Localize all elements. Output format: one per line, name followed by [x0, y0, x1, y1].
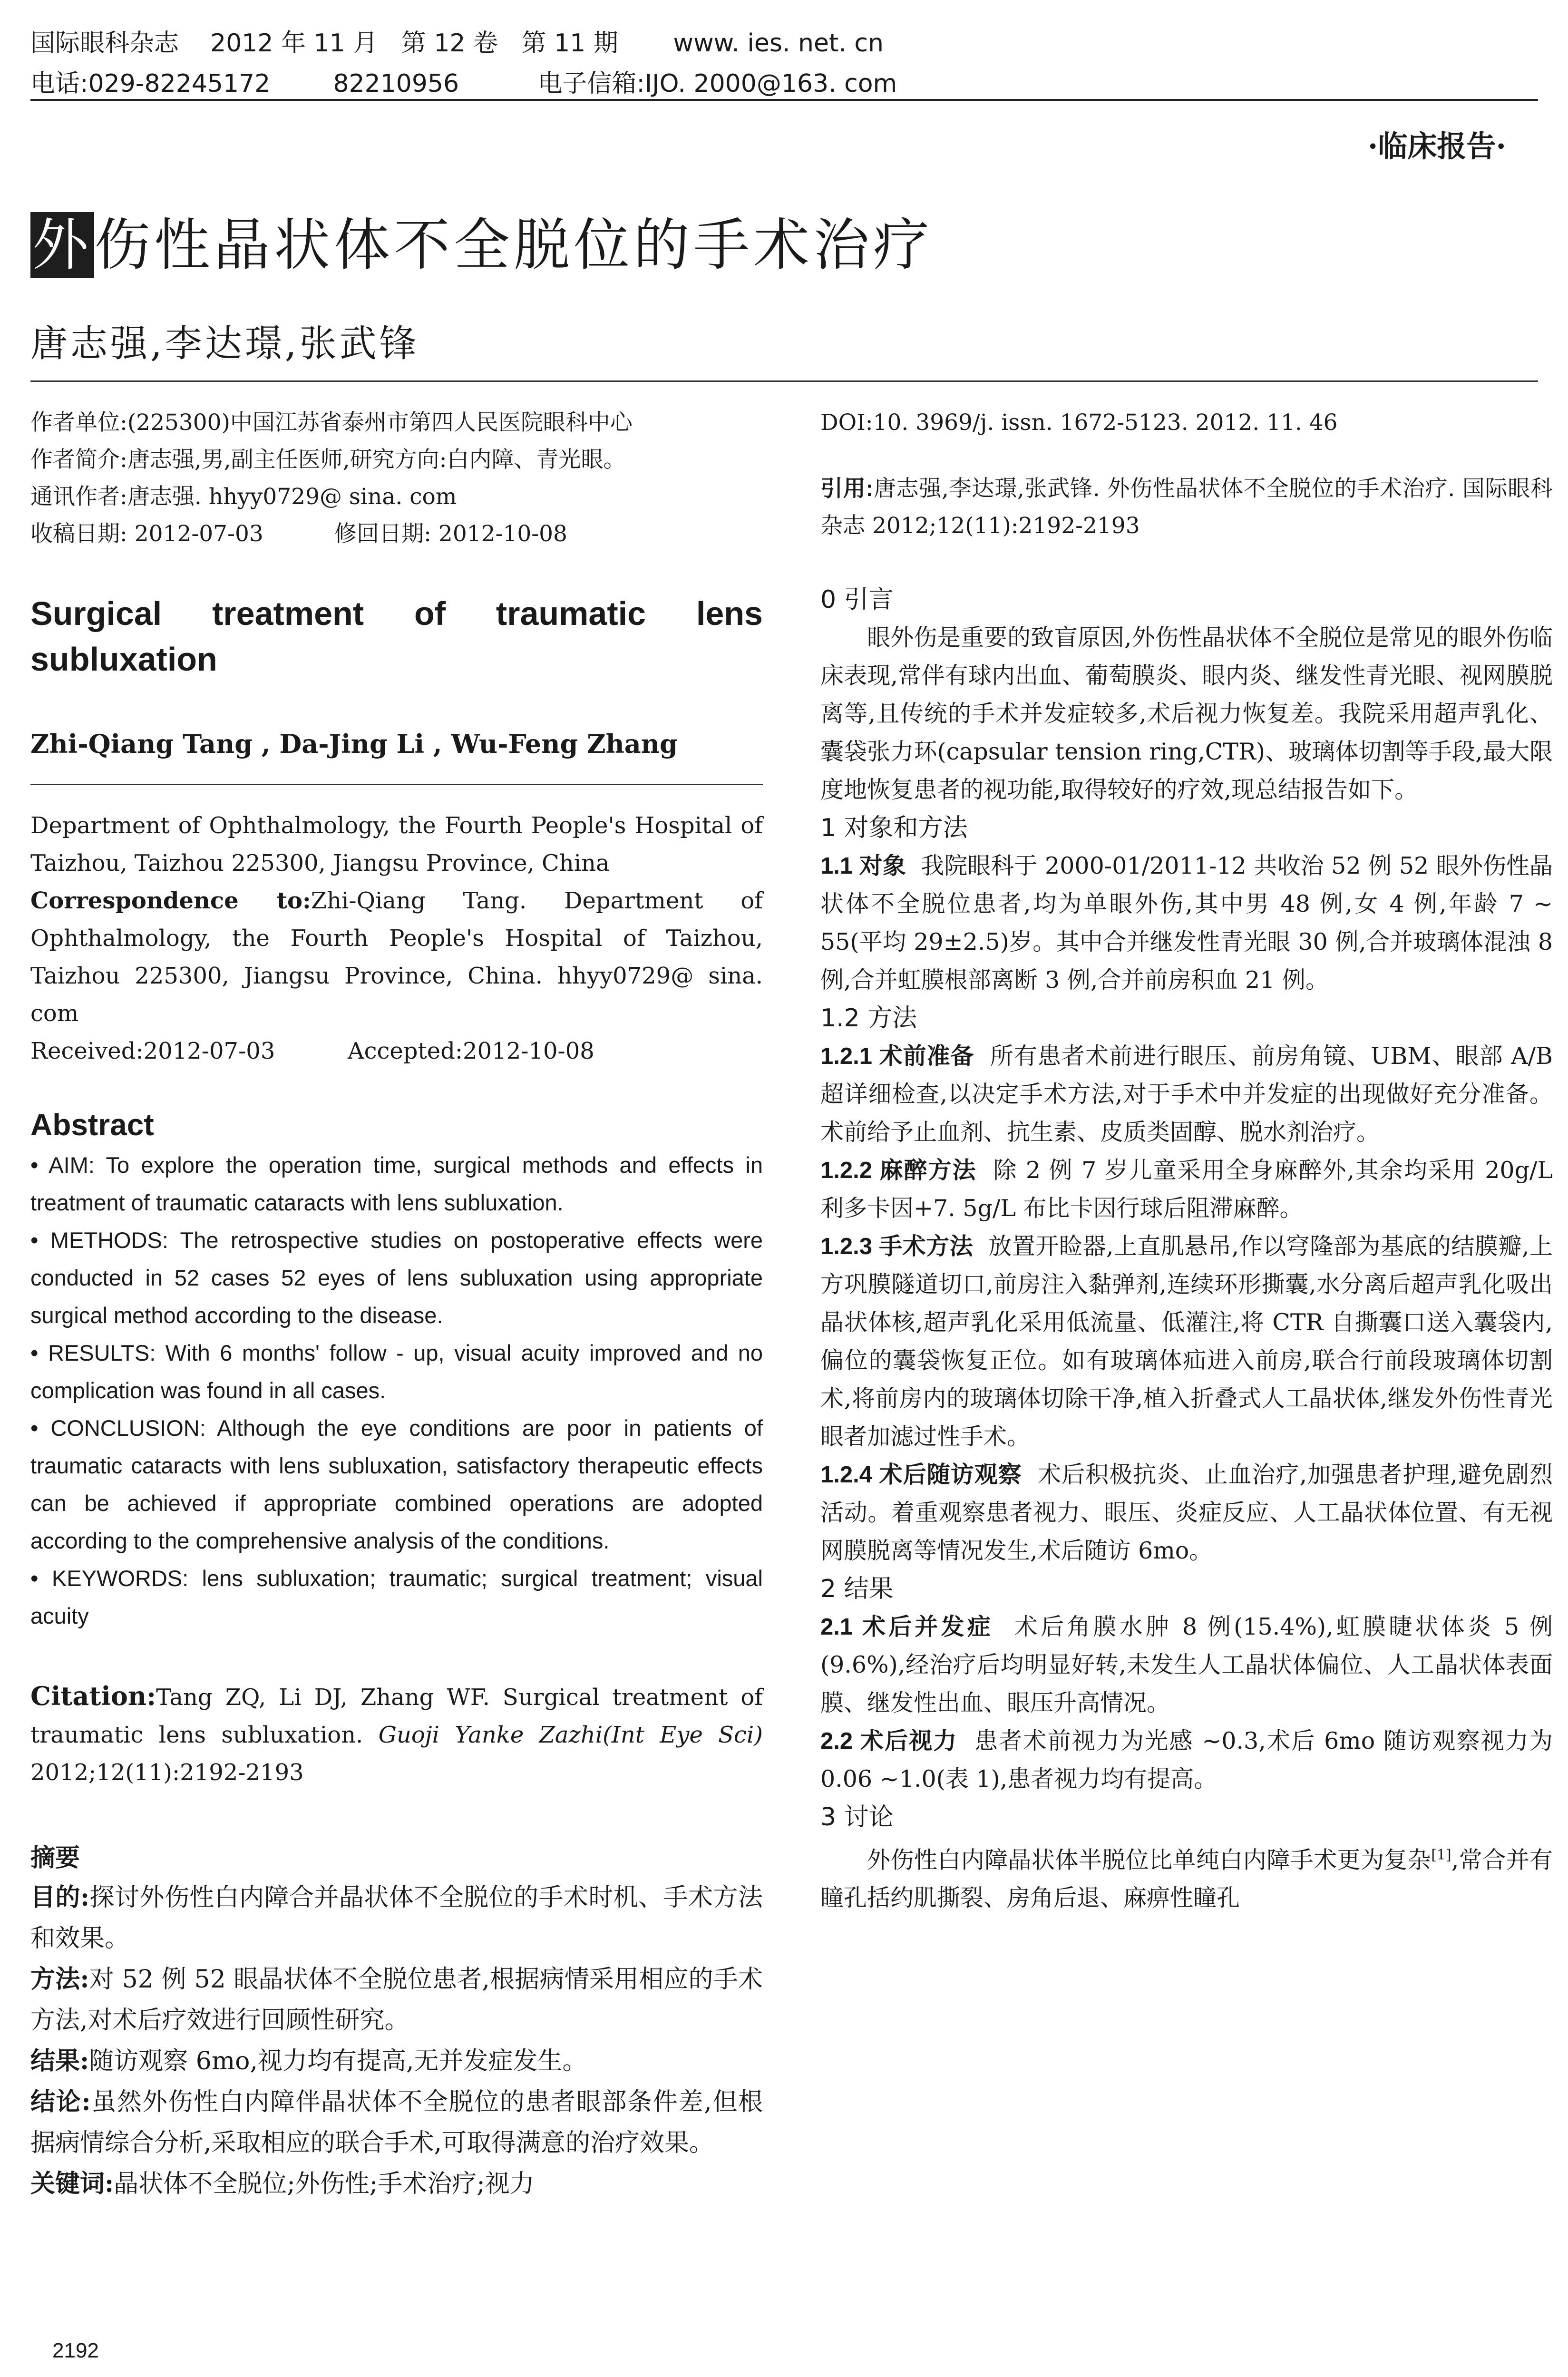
section-1-2-4-label: 1.2.4 术后随访观察	[820, 1462, 1022, 1488]
section-2-2-label: 2.2 术后视力	[820, 1728, 958, 1754]
author-bio-cn: 作者简介:唐志强,男,副主任医师,研究方向:白内障、青光眼。	[30, 447, 626, 473]
abstract-cn-aim-text: 探讨外伤性白内障合并晶状体不全脱位的手术时机、手术方法和效果。	[30, 1883, 763, 1953]
section-2-1	[820, 1608, 1553, 1722]
section-0-text: 眼外伤是重要的致盲原因,外伤性晶状体不全脱位是常见的眼外伤临床表现,常伴有球内出血、葡萄膜炎、眼内炎、继发性青光眼、视网膜脱离等,且传统的手术并发症较多,术后视力恢复差。我院采用超声乳化、囊袋张力环(capsular tension ring,CTR)、玻璃体切割等手段,最大限度地恢复患者的视功能,取得较好的疗效,现总结报告如下。	[820, 624, 1553, 803]
citation-cn-label: 引用:	[820, 476, 874, 501]
abstract-cn-keywords-text: 晶状体不全脱位;外伤性;手术治疗;视力	[114, 2170, 535, 2198]
section-1-1-label: 1.1 对象	[820, 853, 906, 879]
section-0-heading: 0 引言	[820, 585, 894, 614]
dates-cn: 收稿日期: 2012-07-03 修回日期: 2012-10-08	[30, 521, 567, 547]
abstract-cn-conclusion-label: 结论:	[30, 2087, 91, 2116]
section-1-2-2-label: 1.2.2 麻醉方法	[820, 1158, 977, 1183]
section-1-1-text: 我院眼科于 2000-01/2011-12 共收治 52 例 52 眼外伤性晶状体不全脱位患者,均为单眼外伤,其中男 48 例,女 4 例,年龄 7 ~ 55(平均 29±2.5)岁。其中合并继发性青光眼 30 例,合并玻璃体混浊 8 例,合并虹膜根部离断 3 例,合并前房积血 21 例。	[820, 852, 1553, 994]
abstract-cn-methods-label: 方法:	[30, 1965, 89, 1994]
abstract-results: • RESULTS: With 6 months' follow - up, visual acuity improved and no complication was found in all cases.	[30, 1340, 763, 1403]
citation-en-text1: Tang ZQ, Li DJ, Zhang WF. Surgical treatment of traumatic lens subluxation.	[30, 1684, 763, 1748]
english-title: Surgical treatment of traumatic lens subluxation	[30, 595, 763, 678]
doi: DOI:10. 3969/j. issn. 1672-5123. 2012. 11. 46	[820, 409, 1338, 436]
section-2-1-text: 术后角膜水肿 8 例(15.4%),虹膜睫状体炎 5 例(9.6%),经治疗后均明显好转,未发生人工晶状体偏位、人工晶状体表面膜、继发性出血、眼压升高情况。	[820, 1613, 1553, 1716]
correspondence-en-text: Zhi-Qiang Tang. Department of Ophthalmology, the Fourth People's Hospital of Taizhou, Taizhou 225300, Jiangsu Province, China. hhyy0729@ sina. com	[30, 887, 763, 1027]
received-en: Received:2012-07-03 Accepted:2012-10-08	[30, 1038, 594, 1064]
citation-en-journal: Guoji Yanke Zazhi(Int Eye Sci)	[378, 1722, 763, 1748]
abstract-cn-results-label: 结果:	[30, 2046, 89, 2075]
journal-header-line2: 电话:029-82245172 82210956 电子信箱:IJO. 2000@163. com	[30, 69, 897, 98]
correspondence-en-label: Correspondence to:	[30, 887, 311, 914]
section-2-2	[820, 1722, 1553, 1798]
section-1-2-heading: 1.2 方法	[820, 1004, 917, 1033]
right-column	[820, 404, 1553, 1917]
abstract-cn-methods-text: 对 52 例 52 眼晶状体不全脱位患者,根据病情采用相应的手术方法,对术后疗效进行回顾性研究。	[30, 1965, 763, 2035]
abstract-cn-heading: 摘要	[30, 1844, 80, 1872]
abstract-cn-keywords-label: 关键词:	[30, 2169, 114, 2198]
citation-cn	[820, 470, 1553, 545]
abstract-methods: • METHODS: The retrospective studies on postoperative effects were conducted in 52 cases 52 eyes of lens subluxation using appropriate surgical method according to the disease.	[30, 1227, 763, 1328]
page-number: 2192	[52, 2339, 99, 2362]
left-column	[30, 404, 763, 2204]
abstract-conclusion: • CONCLUSION: Although the eye conditions are poor in patients of traumatic cataracts with lens subluxation, satisfactory therapeutic effects can be achieved if appropriate combined operations are adopted according to the comprehensive analysis of the conditions.	[30, 1415, 763, 1553]
section-2-2-text: 患者术前视力为光感 ~0.3,术后 6mo 随访观察视力为 0.06 ~1.0(表 1),患者视力均有提高。	[820, 1727, 1553, 1792]
section-3-text-a: 外伤性白内障晶状体半脱位比单纯白内障手术更为复杂	[867, 1846, 1432, 1874]
section-1-2-3-label: 1.2.3 手术方法	[820, 1234, 974, 1259]
abstract-heading: Abstract	[30, 1108, 154, 1142]
section-1-2-3	[820, 1227, 1553, 1456]
abstract-cn-results-text: 随访观察 6mo,视力均有提高,无并发症发生。	[89, 2047, 587, 2075]
abstract-cn-keywords	[30, 2163, 763, 2204]
citation-cn-text: 唐志强,李达璟,张武锋. 外伤性晶状体不全脱位的手术治疗. 国际眼科杂志 2012;12(11):2192-2193	[820, 476, 1553, 539]
correspondence-en	[30, 882, 763, 1033]
section-1-1	[820, 847, 1553, 999]
abstract-keywords: • KEYWORDS: lens subluxation; traumatic; surgical treatment; visual acuity	[30, 1566, 763, 1628]
authors-en: Zhi-Qiang Tang , Da-Jing Li , Wu-Feng Zhang	[30, 729, 678, 759]
journal-header-line1: 国际眼科杂志 2012 年 11 月 第 12 卷 第 11 期 www. ies. net. cn	[30, 29, 884, 58]
abstract-cn-conclusion	[30, 2082, 763, 2163]
reference-1[interactable]: [1]	[1431, 1847, 1451, 1863]
affiliation-en: Department of Ophthalmology, the Fourth People's Hospital of Taizhou, Taizhou 225300, Jiangsu Province, China	[30, 812, 763, 877]
abstract-cn-methods	[30, 1959, 763, 2041]
abstract-cn-results	[30, 2041, 763, 2082]
section-1-2-1-label: 1.2.1 术前准备	[820, 1043, 974, 1069]
section-2-1-label: 2.1 术后并发症	[820, 1614, 994, 1640]
abstract-aim: • AIM: To explore the operation time, surgical methods and effects in treatment of traumatic cataracts with lens subluxation.	[30, 1152, 763, 1215]
section-1-2-4	[820, 1456, 1553, 1570]
abstract-cn-aim-label: 目的:	[30, 1883, 90, 1912]
section-1-2-1-text: 所有患者术前进行眼压、前房角镜、UBM、眼部 A/B 超详细检查,以决定手术方法,对于手术中并发症的出现做好充分准备。术前给予止血剂、抗生素、皮质类固醇、脱水剂治疗。	[820, 1042, 1553, 1146]
section-3-text	[820, 1836, 1553, 1917]
article-title	[30, 200, 933, 281]
section-1-2-3-text: 放置开睑器,上直肌悬吊,作以穹隆部为基底的结膜瓣,上方巩膜隧道切口,前房注入黏弹剂,连续环形撕囊,水分离后超声乳化吸出晶状体核,超声乳化采用低流量、低灌注,将 CTR 自撕囊口送入囊袋内,偏位的囊袋恢复正位。如有玻璃体疝进入前房,联合行前段玻璃体切割术,将前房内的玻璃体切除干净,植入折叠式人工晶状体,继发外伤性青光眼者加滤过性手术。	[820, 1233, 1553, 1450]
section-1-2-4-text: 术后积极抗炎、止血治疗,加强患者护理,避免剧烈活动。着重观察患者视力、眼压、炎症反应、人工晶状体位置、有无视网膜脱离等情况发生,术后随访 6mo。	[820, 1461, 1553, 1564]
section-1-2-2-text: 除 2 例 7 岁儿童采用全身麻醉外,其余均采用 20g/L 利多卡因+7. 5g/L 布比卡因行球后阻滞麻醉。	[820, 1157, 1553, 1222]
title-first-char: 外	[30, 212, 94, 278]
header-rule	[30, 99, 1538, 101]
title-rest: 伤性晶状体不全脱位的手术治疗	[94, 212, 934, 278]
citation-en-text2: 2012;12(11):2192-2193	[30, 1759, 304, 1786]
abstract-cn-aim	[30, 1877, 763, 1959]
section-1-2-2	[820, 1151, 1553, 1227]
title-rule	[30, 380, 1538, 382]
section-2-heading: 2 结果	[820, 1575, 894, 1603]
affiliation-cn: 作者单位:(225300)中国江苏省泰州市第四人民医院眼科中心	[30, 409, 633, 436]
section-1-2-1	[820, 1037, 1553, 1151]
section-3-text-b: ,常合并有瞳孔括约肌撕裂、房角后退、麻痹性瞳孔	[820, 1846, 1553, 1912]
citation-en-label: Citation:	[30, 1681, 156, 1711]
citation-en	[30, 1677, 763, 1792]
section-3-heading: 3 讨论	[820, 1803, 894, 1831]
en-rule	[30, 784, 763, 785]
authors-cn: 唐志强,李达璟,张武锋	[30, 322, 419, 365]
section-tag: ·临床报告·	[1367, 129, 1506, 164]
correspondence-cn: 通讯作者:唐志强. hhyy0729@ sina. com	[30, 484, 457, 510]
section-1-heading: 1 对象和方法	[820, 814, 968, 842]
abstract-cn-conclusion-text: 虽然外伤性白内障伴晶状体不全脱位的患者眼部条件差,但根据病情综合分析,采取相应的联合手术,可取得满意的治疗效果。	[30, 2088, 763, 2157]
